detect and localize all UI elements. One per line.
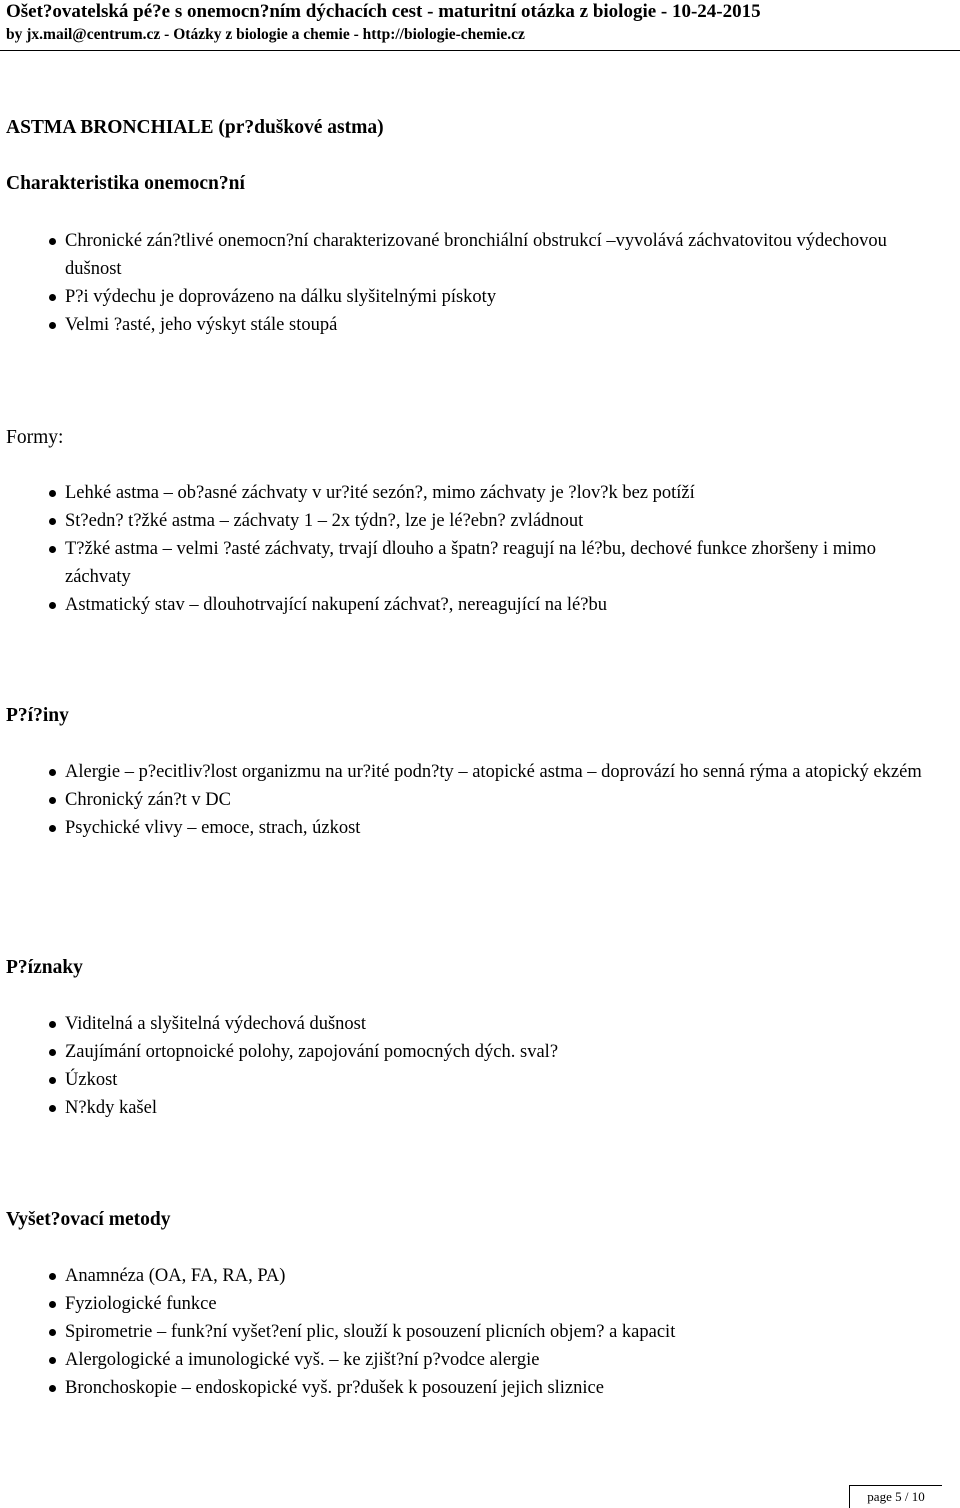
methods-list	[49, 1262, 934, 1402]
methods-heading-block	[6, 1207, 946, 1233]
list-item: N?kdy kašel	[49, 1094, 934, 1122]
document-subtitle: by jx.mail@centrum.cz - Otázky z biologie a chemie - http://biologie-chemie.cz	[6, 26, 525, 43]
list-item: Lehké astma – ob?asné záchvaty v ur?ité sezón?, mimo záchvaty je ?lov?k bez potíží	[49, 479, 934, 507]
list-item: Bronchoskopie – endoskopické vyš. pr?dušek k posouzení jejich sliznice	[49, 1374, 934, 1402]
causes-list	[49, 758, 934, 842]
page-header	[6, 0, 956, 46]
list-item: T?žké astma – velmi ?asté záchvaty, trvají dlouho a špatn? reagují na lé?bu, dechové funkce zhoršeny i mimo záchvaty	[49, 535, 934, 591]
header-divider	[0, 50, 960, 51]
symptoms-list	[49, 1010, 934, 1122]
list-item: Viditelná a slyšitelná výdechová dušnost	[49, 1010, 934, 1038]
main-title-block	[6, 115, 946, 141]
page-number: page 5 / 10	[849, 1485, 942, 1508]
list-item: Spirometrie – funk?ní vyšet?ení plic, slouží k posouzení plicních objem? a kapacit	[49, 1318, 934, 1346]
methods-heading: Vyšet?ovací metody	[6, 1209, 171, 1230]
list-item: Alergologické a imunologické vyš. – ke zjišt?ní p?vodce alergie	[49, 1346, 934, 1374]
list-item: Zaujímání ortopnoické polohy, zapojování pomocných dých. sval?	[49, 1038, 934, 1066]
list-item: Chronický zán?t v DC	[49, 786, 934, 814]
symptoms-heading: P?íznaky	[6, 957, 83, 978]
main-title: ASTMA BRONCHIALE (pr?duškové astma)	[6, 117, 384, 138]
list-item: Psychické vlivy – emoce, strach, úzkost	[49, 814, 934, 842]
list-item: Anamnéza (OA, FA, RA, PA)	[49, 1262, 934, 1290]
list-item: P?i výdechu je doprovázeno na dálku slyšitelnými pískoty	[49, 283, 934, 311]
causes-heading-block	[6, 703, 946, 729]
forms-heading-block	[6, 425, 946, 451]
list-item: Alergie – p?ecitliv?lost organizmu na ur?ité podn?ty – atopické astma – doprovází ho senná rýma a atopický ekzém	[49, 758, 934, 786]
list-item: Chronické zán?tlivé onemocn?ní charakterizované bronchiální obstrukcí –vyvolává záchvatovitou výdechovou dušnost	[49, 227, 934, 283]
list-item: Velmi ?asté, jeho výskyt stále stoupá	[49, 311, 934, 339]
forms-list	[49, 479, 934, 619]
forms-heading: Formy:	[6, 427, 64, 448]
characteristics-heading-block	[6, 171, 946, 197]
list-item: Astmatický stav – dlouhotrvající nakupení záchvat?, nereagující na lé?bu	[49, 591, 934, 619]
characteristics-heading: Charakteristika onemocn?ní	[6, 173, 245, 194]
list-item: St?edn? t?žké astma – záchvaty 1 – 2x týdn?, lze je lé?ebn? zvládnout	[49, 507, 934, 535]
characteristics-list	[49, 227, 934, 339]
symptoms-heading-block	[6, 955, 946, 981]
document-title: Ošet?ovatelská pé?e s onemocn?ním dýchacích cest - maturitní otázka z biologie - 10-24-2015	[6, 1, 761, 22]
list-item: Úzkost	[49, 1066, 934, 1094]
causes-heading: P?í?iny	[6, 705, 69, 726]
list-item: Fyziologické funkce	[49, 1290, 934, 1318]
